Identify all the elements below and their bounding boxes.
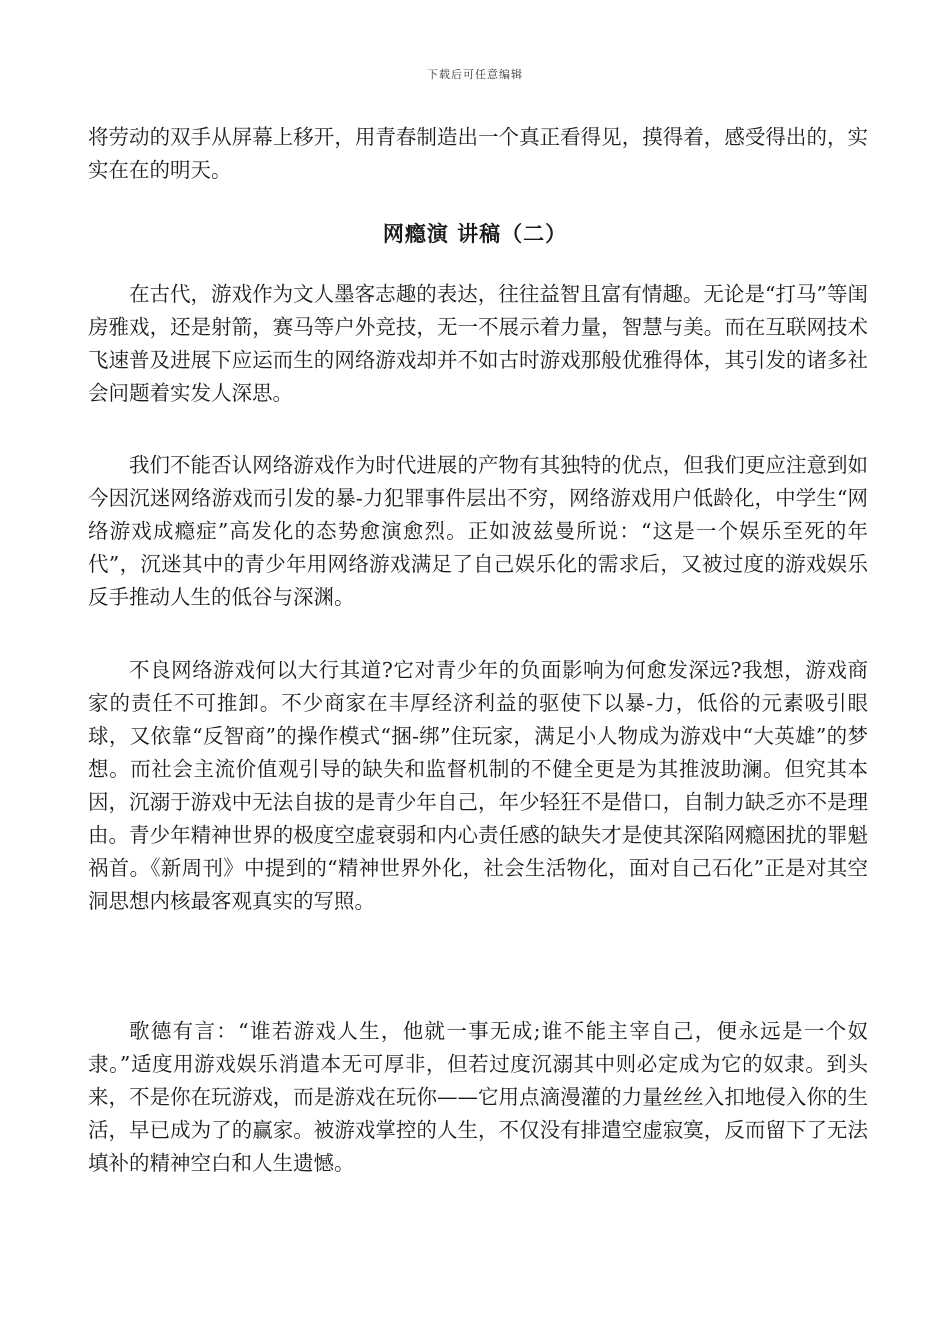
paragraph-2: 我们不能否认网络游戏作为时代进展的产物有其独特的优点，但我们更应注意到如今因沉迷网络游戏而引发的暴-力犯罪事件层出不穷，网络游戏用户低龄化，中学生“网络游戏成瘾症”高发化的态势愈演愈烈。正如波兹曼所说：“这是一个娱乐至死的年代”，沉迷其中的青少年用网络游戏满足了自己娱乐化的需求后，又被过度的游戏娱乐反手推动人生的低谷与深渊。	[88, 453, 868, 609]
paragraph-1: 在古代，游戏作为文人墨客志趣的表达，往往益智且富有情趣。无论是“打马”等闺房雅戏，还是射箭，赛马等户外竞技，无一不展示着力量，智慧与美。而在互联网技术飞速普及进展下应运而生的网络游戏却并不如古时游戏那般优雅得体，其引发的诸多社会问题着实发人深思。	[88, 282, 868, 405]
opening-paragraph: 将劳动的双手从屏幕上移开，用青春制造出一个真正看得见，摸得着，感受得出的，实实在在的明天。	[88, 125, 868, 182]
header-note: 下载后可任意编辑	[427, 68, 523, 81]
paragraph-3: 不良网络游戏何以大行其道?它对青少年的负面影响为何愈发深远?我想，游戏商家的责任不可推卸。不少商家在丰厚经济利益的驱使下以暴-力，低俗的元素吸引眼球，又依靠“反智商”的操作模式“捆-绑”住玩家，满足小人物成为游戏中“大英雄”的梦想。而社会主流价值观引导的缺失和监督机制的不健全更是为其推波助澜。但究其本因，沉溺于游戏中无法自拔的是青少年自己，年少轻狂不是借口，自制力缺乏亦不是理由。青少年精神世界的极度空虚衰弱和内心责任感的缺失才是使其深陷网瘾困扰的罪魁祸首。《新周刊》中提到的“精神世界外化，社会生活物化，面对自己石化”正是对其空洞思想内核最客观真实的写照。	[88, 658, 868, 913]
paragraph-4: 歌德有言：“谁若游戏人生，他就一事无成;谁不能主宰自己，便永远是一个奴隶。”适度用游戏娱乐消遣本无可厚非，但若过度沉溺其中则必定成为它的奴隶。到头来，不是你在玩游戏，而是游戏在玩你——它用点滴漫灌的力量丝丝入扣地侵入你的生活，早已成为了的赢家。被游戏掌控的人生，不仅没有排遣空虚寂寞，反而留下了无法填补的精神空白和人生遗憾。	[88, 1019, 868, 1175]
document-title: 网瘾演 讲稿（二）	[382, 221, 568, 246]
